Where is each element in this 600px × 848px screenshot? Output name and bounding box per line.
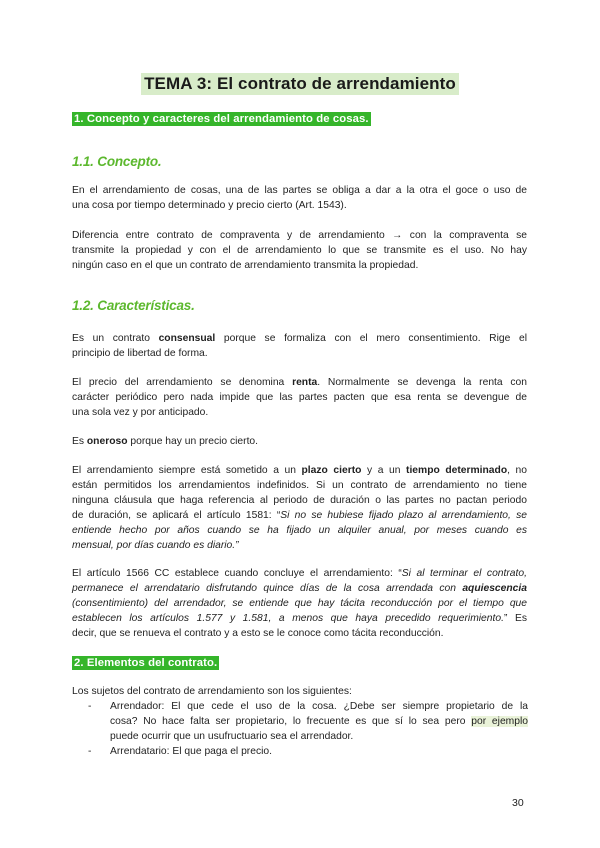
page-number: 30 [512,797,524,809]
text-line: mensual, por días cuando es diario.” [72,540,239,551]
text-line: puede ocurrir que un usufructuario sea el arrendador. [110,731,354,742]
text-line: (consentimiento) del arrendador, se entiende que hay tácita reconducción por el tiempo que [72,598,527,609]
text-line: Los sujetos del contrato de arrendamiento son los siguientes: [72,686,352,697]
paragraph-consensual [72,331,527,361]
paragraph-diferencia [72,228,527,273]
list-bullet: - [88,701,92,712]
bold-term-tiempo-determinado: tiempo determinado [406,465,508,476]
subjects-list [88,699,528,759]
bold-term-consensual: consensual [158,333,216,344]
text-line: entiende hecho por años cuando se ha fijado un alquiler anual, por meses cuando es [72,525,527,536]
text-line: están permitidos los arrendamientos indefinidos. Si un contrato de arrendamiento no tiene [72,480,527,491]
text-line: decir, que se renueva el contrato y a esto se le conoce como tácita reconducción. [72,628,444,639]
text-line: El artículo 1566 CC establece cuando concluye el arrendamiento: “Si al terminar el contrato, [72,568,527,579]
text-line: carácter periódico pero nada impide que las partes pacten que esa renta se devengue de [72,392,527,403]
text-line: Arrendatario: El que paga el precio. [110,746,272,757]
text-line: Es un contrato consensual porque se formaliza con el mero consentimiento. Rige el [72,333,528,344]
text-line: En el arrendamiento de cosas, una de las partes se obliga a dar a la otra el goce o uso de [72,185,527,196]
bold-term-plazo-cierto: plazo cierto [301,465,362,476]
paragraph-renta [72,375,527,420]
list-item [88,744,528,759]
highlighted-text: por ejemplo [471,716,528,727]
text-line: cosa? No hace falta ser propietario, lo frecuente es que sí lo sea pero por ejemplo [110,716,528,727]
paragraph-concepto [72,183,527,213]
subsection-heading-concepto: 1.1. Concepto. [72,154,162,169]
text-line: una sola vez y por anticipado. [72,407,209,418]
page-title: TEMA 3: El contrato de arrendamiento [141,73,459,95]
text-line: El arrendamiento siempre está sometido a un plazo cierto y a un tiempo determinado, no [72,465,527,476]
paragraph-sujetos-intro [72,684,527,699]
subsection-heading-caracteristicas: 1.2. Características. [72,298,195,313]
title-wrap [0,73,600,95]
text-line: Es oneroso porque hay un precio cierto. [72,436,259,447]
paragraph-plazo [72,463,527,553]
bold-term-aquiescencia: aquiescencia [462,583,527,594]
text-line: principio de libertad de forma. [72,348,208,359]
text-line: ningún caso en el que un contrato de arrendamiento transmita la propiedad. [72,260,419,271]
text-line: establecen los artículos 1.577 y 1.581, a menos que haya precedido requerimiento.” Es [72,613,527,624]
paragraph-oneroso [72,434,527,449]
paragraph-tacita-reconduccion [72,566,527,641]
text-line: Diferencia entre contrato de compraventa y de arrendamiento → con la compraventa se [72,230,527,241]
text-line: ninguna cláusula que haga referencia al periodo de duración o las partes no pactan periodo [72,495,527,506]
text-line: de duración, se aplicará el artículo 1581: “Si no se hubiese fijado plazo al arrendamiento, se [72,510,527,521]
bold-term-renta: renta [292,377,318,388]
section-heading-1: 1. Concepto y caracteres del arrendamiento de cosas. [74,113,369,125]
list-item [88,699,528,744]
text-line: El precio del arrendamiento se denomina renta. Normalmente se devenga la renta con [72,377,527,388]
text-line: una cosa por tiempo determinado y precio cierto (Art. 1543). [72,200,347,211]
bold-term-oneroso: oneroso [86,436,128,447]
text-line: Arrendador: El que cede el uso de la cosa. ¿Debe ser siempre propietario de la [110,701,528,712]
section-heading-2: 2. Elementos del contrato. [74,657,218,669]
list-bullet: - [88,746,92,757]
text-line: permanece el arrendatario disfrutando quince días de la cosa arrendada con aquiescencia [72,583,527,594]
text-line: transmite la propiedad y con el de arrendamiento lo que se transmite es el uso. No hay [72,245,527,256]
